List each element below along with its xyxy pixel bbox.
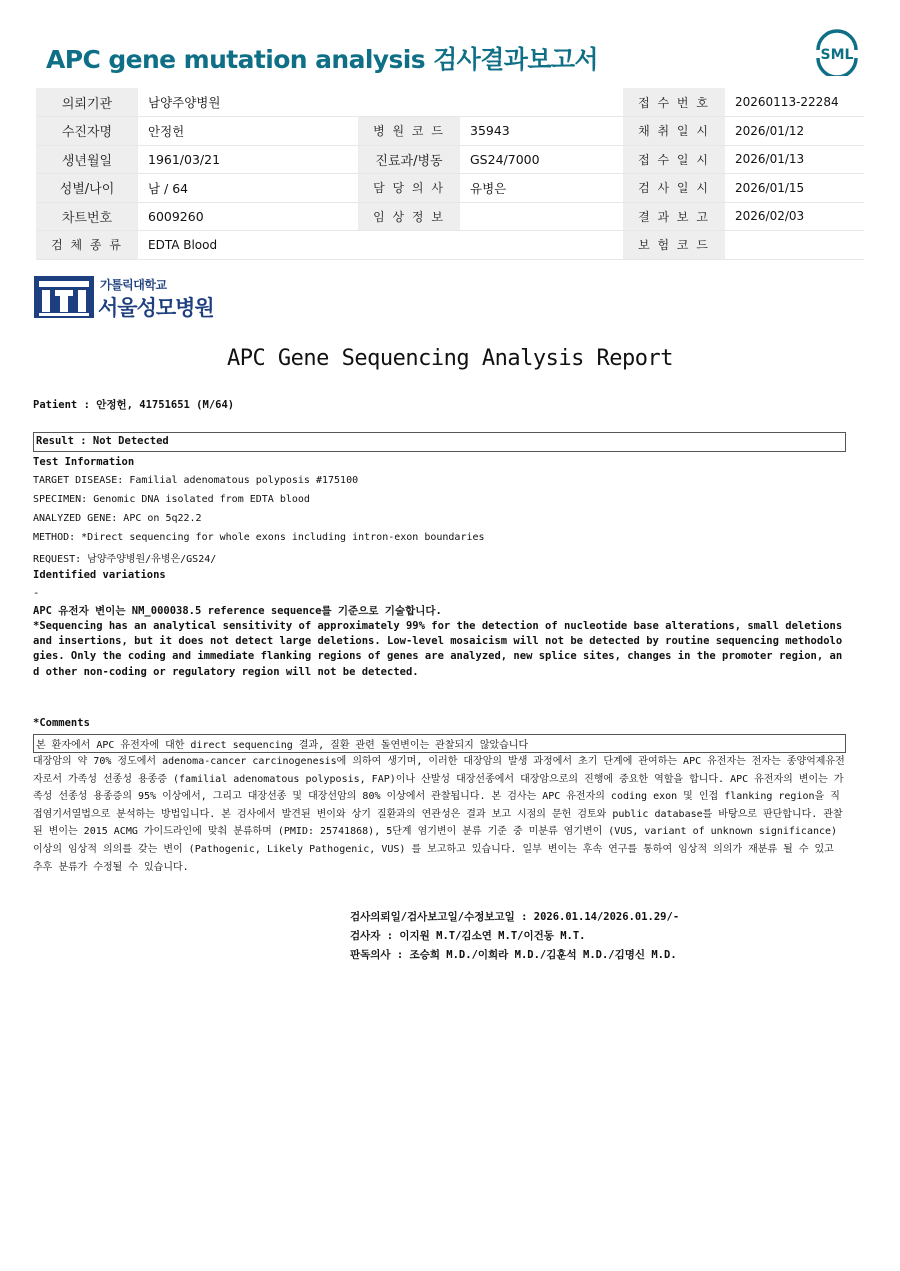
value-specimen-type: EDTA Blood — [138, 231, 358, 260]
info-row — [36, 117, 864, 146]
label-requesting-institution: 의뢰기관 — [36, 88, 138, 117]
analyzed-gene: ANALYZED GENE: APC on 5q22.2 — [33, 513, 202, 524]
label-birth-date: 생년월일 — [36, 145, 138, 174]
label-report-date: 결 과 보 고 — [623, 202, 725, 231]
sensitivity-note: *Sequencing has an analytical sensitivity of approximately 99% for the detection of nucleotide base alterations, small deletions and insertions, but it does not detect large deletions. Low-level mosaicism will not be detected by routine sequencing methodologies. Only the coding and immediate flanking regions of genes are analyzed, new splice sites, changes in the promoter region, and other non-coding or regulatory region will not be detected. — [33, 620, 843, 678]
label-hospital-code: 병 원 코 드 — [358, 117, 460, 146]
hospital-emblem-icon — [33, 275, 95, 319]
label-patient-name: 수진자명 — [36, 117, 138, 146]
label-test-date: 검 사 일 시 — [623, 174, 725, 203]
testers: 검사자 : 이지원 M.T/김소연 M.T/이건동 M.T. — [350, 930, 586, 942]
info-row — [36, 231, 864, 260]
info-row — [36, 88, 864, 117]
variations-heading: Identified variations — [33, 569, 166, 581]
info-row — [36, 174, 864, 203]
document-title: APC gene mutation analysis 검사결과보고서 — [46, 45, 598, 74]
value-birth-date: 1961/03/21 — [138, 145, 358, 174]
test-info-heading: Test Information — [33, 456, 135, 468]
hospital-name: 서울성모병원 — [98, 296, 214, 320]
comment-body: 대장암의 약 70% 정도에서 adenoma-cancer carcinogenesis에 의하여 생기며, 이러한 대장암의 발생 과정에서 초기 단계에 관여하는 APC 유전자는 전자는 종양억제유전자로서 가족성 선종성 용종증 (familial adenomatous polyposis, FAP)이나 산발성 대장선종에서 대장암으로의 진행에 중요한 역할을 합니다. APC 유전자의 변이는 가족성 선종성 용종증의 95% 이상에서, 그리고 대장선종 및 대장선암의 80% 이상에서 관찰됩니다. 본 검사는 APC 유전자의 coding exon 및 인접 flanking region을 직접염기서열법으로 분석하는 방법입니다. 본 검사에서 발견된 변이와 상기 질환과의 연관성은 결과 보고 시점의 문헌 검토와 public database를 바탕으로 판단합니다. 관찰된 변이는 2015 ACMG 가이드라인에 맞춰 분류하며 (PMID: 25741868), 5단계 염기변이 분류 기준 중 미분류 염기변이 (VUS, variant of unknown significance) 이상의 임상적 의의를 갖는 변이 (Pathogenic, Likely Pathogenic, VUS) 를 보고하고 있습니다. 일부 변이는 후속 연구를 통하여 임상적 의의가 재분류 될 수 있고 추후 분류가 수정될 수 있습니다. — [33, 756, 845, 873]
value-collection-date: 2026/01/12 — [725, 117, 864, 146]
blank-cell — [358, 231, 460, 260]
comment-summary-box: 본 환자에서 APC 유전자에 대한 direct sequencing 결과, 질환 관련 돌연변이는 관찰되지 않았습니다 — [33, 734, 846, 753]
blank-cell — [460, 231, 623, 260]
specimen: SPECIMEN: Genomic DNA isolated from EDTA blood — [33, 494, 310, 505]
value-chart-number: 6009260 — [138, 202, 358, 231]
label-collection-date: 채 취 일 시 — [623, 117, 725, 146]
sml-logo-text: SML — [820, 47, 854, 63]
value-report-date: 2026/02/03 — [725, 202, 864, 231]
value-test-date: 2026/01/15 — [725, 174, 864, 203]
target-disease: TARGET DISEASE: Familial adenomatous polyposis #175100 — [33, 475, 359, 486]
blank-cell — [460, 88, 623, 117]
method: METHOD: *Direct sequencing for whole exons including intron-exon boundaries — [33, 532, 485, 543]
value-physician: 유병은 — [460, 174, 623, 203]
label-insurance-code: 보 험 코 드 — [623, 231, 725, 260]
label-sex-age: 성별/나이 — [36, 174, 138, 203]
sml-logo-icon — [812, 28, 862, 76]
value-hospital-code: 35943 — [460, 117, 623, 146]
label-receipt-date: 접 수 일 시 — [623, 145, 725, 174]
label-physician: 담 당 의 사 — [358, 174, 460, 203]
reading-doctors: 판독의사 : 조승희 M.D./이희라 M.D./김훈석 M.D./김명신 M.D. — [350, 949, 677, 961]
label-specimen-type: 검 체 종 류 — [36, 231, 138, 260]
result-box: Result : Not Detected — [33, 432, 846, 452]
info-row — [36, 145, 864, 174]
value-sex-age: 남 / 64 — [138, 174, 358, 203]
blank-cell — [358, 88, 460, 117]
patient-line: Patient : 안정헌, 41751651 (M/64) — [33, 399, 235, 411]
label-accession-number: 접 수 번 호 — [623, 88, 725, 117]
label-chart-number: 차트번호 — [36, 202, 138, 231]
report-dates: 검사의뢰일/검사보고일/수정보고일 : 2026.01.14/2026.01.29/- — [350, 911, 680, 923]
label-department: 진료과/병동 — [358, 145, 460, 174]
report-title: APC Gene Sequencing Analysis Report — [226, 346, 674, 371]
label-clinical-info: 임 상 정 보 — [358, 202, 460, 231]
value-insurance-code — [725, 231, 864, 260]
request: REQUEST: 남양주양병원/유병은/GS24/ — [33, 554, 217, 565]
value-department: GS24/7000 — [460, 145, 623, 174]
value-receipt-date: 2026/01/13 — [725, 145, 864, 174]
value-requesting-institution: 남양주양병원 — [138, 88, 358, 117]
value-accession-number: 20260113-22284 — [725, 88, 864, 117]
variations-value: - — [33, 587, 40, 599]
comments-heading: *Comments — [33, 717, 90, 729]
patient-info-table — [36, 88, 864, 260]
info-row — [36, 202, 864, 231]
value-clinical-info — [460, 202, 623, 231]
reference-note: APC 유전자 변이는 NM_000038.5 reference sequence를 기준으로 기술합니다. — [33, 605, 442, 617]
hospital-university-name: 가톨릭대학교 — [100, 278, 167, 292]
value-patient-name: 안정헌 — [138, 117, 358, 146]
